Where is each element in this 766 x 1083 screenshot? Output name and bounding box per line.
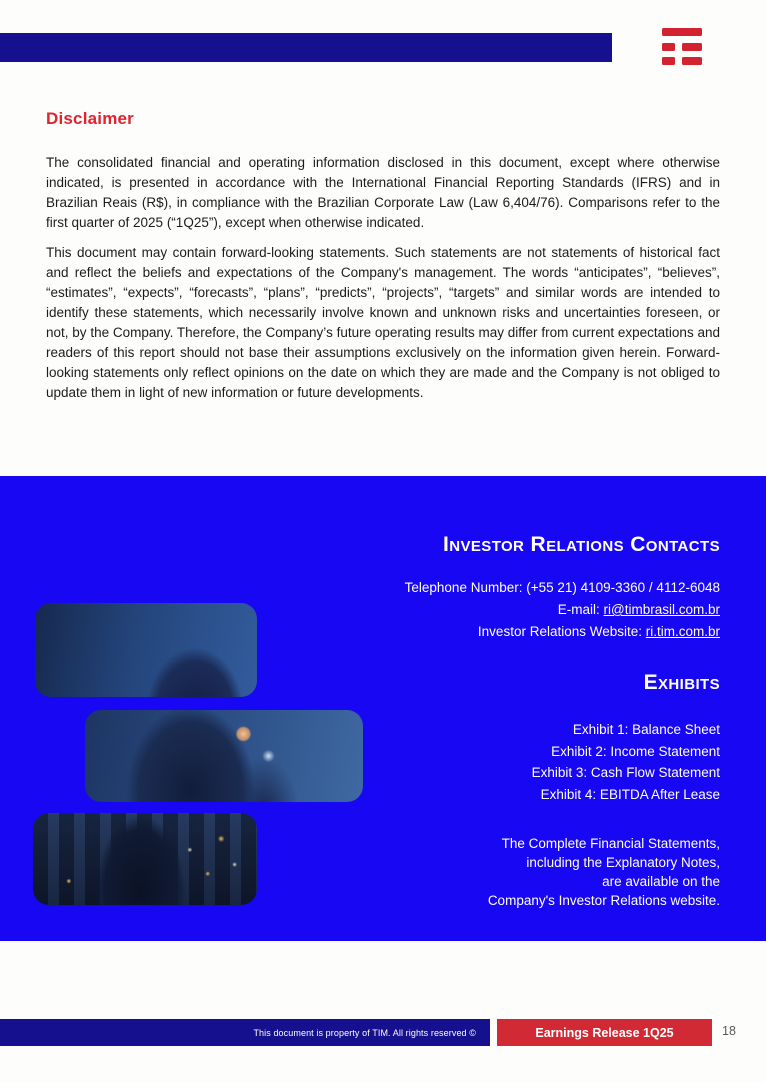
closing-note-line: The Complete Financial Statements, [501, 836, 720, 851]
contact-lines [405, 577, 720, 643]
tim-logo-bar [682, 57, 702, 65]
disclaimer-paragraph: This document may contain forward-looking statements. Such statements are not statements of historical fact and reflect the beliefs and expectations of the Company's management. The words “anticipates”, “believes”, “estimates”, “expects”, “forecasts”, “plans”, “predicts”, “projects”, “targets” and similar words are intended to identify these statements, which necessarily involve known and unknown risks and uncertainties foreseen, or not, by the Company. Therefore, the Company’s future operating results may differ from current expectations and readers of this report should not base their assumptions exclusively on the information given herein. Forward-looking statements only reflect opinions on the date on which they are made and the Company is not obliged to update them in light of new information or future developments. [46, 245, 720, 400]
tim-logo-icon [662, 28, 702, 65]
email-link[interactable]: ri@timbrasil.com.br [603, 602, 720, 617]
tim-logo-bar [682, 43, 702, 51]
page-title: Disclaimer [46, 109, 134, 128]
earnings-release-label: Earnings Release 1Q25 [535, 1025, 674, 1040]
closing-note-line: are available on the [602, 874, 720, 889]
investor-relations-block [405, 533, 720, 643]
footer-bar [0, 1019, 490, 1046]
exhibit-item: Exhibit 2: Income Statement [551, 743, 720, 759]
tim-logo-row [662, 43, 702, 51]
closing-note [488, 834, 720, 910]
email-label: E-mail: [557, 602, 604, 617]
photo-collage-piece-2 [85, 710, 363, 802]
website-line [405, 621, 720, 643]
photo-collage-piece-1 [35, 603, 257, 697]
exhibits-block [532, 671, 720, 805]
website-label: Investor Relations Website: [477, 624, 646, 639]
exhibits-heading: Exhibits [643, 671, 720, 694]
website-link[interactable]: ri.tim.com.br [645, 624, 720, 639]
investor-relations-heading: Investor Relations Contacts [443, 533, 720, 556]
photo-collage-piece-3 [33, 813, 257, 905]
closing-note-line: Company's Investor Relations website. [487, 893, 720, 908]
telephone-line: Telephone Number: (+55 21) 4109-3360 / 4112-6048 [404, 580, 720, 595]
tim-logo-bar [662, 28, 702, 36]
disclaimer-paragraph: The consolidated financial and operating information disclosed in this document, except where otherwise indicated, is presented in accordance with the International Financial Reporting Standards (IFRS) and in Brazilian Reais (R$), in compliance with the Brazilian Corporate Law (Law 6,404/76). Comparisons refer to the first quarter of 2025 (“1Q25”), except when otherwise indicated. [46, 155, 720, 230]
tim-logo-bar [662, 57, 675, 65]
copyright-notice: This document is property of TIM. All rights reserved © [253, 1027, 476, 1038]
header-divider-bar [0, 33, 612, 62]
exhibit-list [532, 719, 720, 805]
email-line [405, 599, 720, 621]
tim-logo-bar [662, 43, 675, 51]
earnings-release-badge [497, 1019, 712, 1046]
exhibit-item: Exhibit 4: EBITDA After Lease [540, 786, 720, 802]
closing-note-line: including the Explanatory Notes, [526, 855, 720, 870]
page-number: 18 [722, 1024, 736, 1038]
exhibit-item: Exhibit 3: Cash Flow Statement [531, 765, 720, 780]
tim-logo-row [662, 57, 702, 65]
exhibit-item: Exhibit 1: Balance Sheet [572, 722, 720, 737]
